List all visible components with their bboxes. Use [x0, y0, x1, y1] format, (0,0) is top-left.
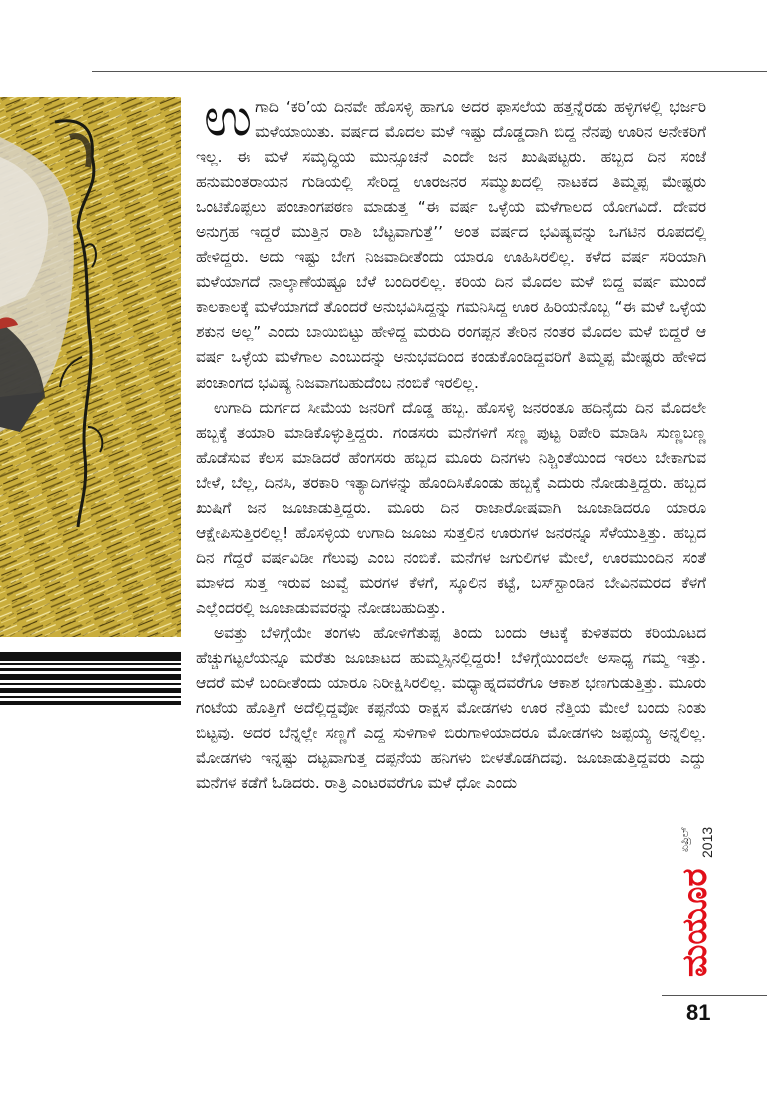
paragraph-3: ಅವತ್ತು ಬೆಳಿಗ್ಗೆಯೇ ತಂಗಳು ಹೋಳಿಗೆತುಪ್ಪ ತಿಂದು ಬಂದು ಆಟಕ್ಕೆ ಕುಳಿತವರು ಕರಿಯೂಟದ ಹೆಚ್ಚುಗಟ್ಟಲೆಯನ್ನೂ ಮರೆತು ಜೂಜಾಟದ ಹುಮ್ಮಸ್ಸಿನಲ್ಲಿದ್ದರು! ಬೆಳಿಗ್ಗೆಯಿಂದಲೇ ಅಸಾಧ್ಯ ಗಮ್ಮ ಇತ್ತು. ಆದರೆ ಮಳೆ ಬಂದೀತೆಂದು ಯಾರೂ ನಿರೀಕ್ಷಿಸಿರಲಿಲ್ಲ. ಮಧ್ಯಾಹ್ನದವರೆಗೂ ಆಕಾಶ ಭಣಗುಡುತ್ತಿತ್ತು. ಮೂರು ಗಂಟೆಯ ಹೊತ್ತಿಗೆ ಅದೆಲ್ಲಿದ್ದವೋ ಕಪ್ಪನೆಯ ರಾಕ್ಷಸ ಮೋಡಗಳು ಊರ ನೆತ್ತಿಯ ಮೇಲೆ ಬಂದು ನಿಂತು ಬಿಟ್ಟವು. ಅದರ ಬೆನ್ನಲ್ಲೇ ಸಣ್ಣಗೆ ಎದ್ದ ಸುಳಿಗಾಳಿ ಬಿರುಗಾಳಿಯಾದರೂ ಮೋಡಗಳು ಜಪ್ಪಯ್ಯ ಅನ್ನಲಿಲ್ಲ. ಮೋಡಗಳು ಇನ್ನಷ್ಟು ದಟ್ಟವಾಗುತ್ತ ದಪ್ಪನೆಯ ಹನಿಗಳು ಬೀಳತೊಡಗಿದವು. ಜೂಜಾಡುತ್ತಿದ್ದವರು ಎದ್ದು ಮನೆಗಳ ಕಡೆಗೆ ಓಡಿದರು. ರಾತ್ರಿ ಎಂಟರವರೆಗೂ ಮಳೆ ಧೋ ಎಂದು — [196, 623, 706, 793]
masthead-year: 2013 — [699, 826, 715, 858]
drop-cap: ಉ — [204, 88, 253, 148]
masthead-year-wrap — [697, 800, 717, 860]
illustration — [0, 97, 181, 717]
page-number: 81 — [686, 1000, 711, 1025]
masthead-title: ಮಯೂರ — [675, 868, 715, 977]
top-rule — [92, 71, 767, 72]
article-body — [196, 88, 706, 796]
paragraph-2: ಉಗಾದಿ ದುರ್ಗದ ಸೀಮೆಯ ಜನರಿಗೆ ದೊಡ್ಡ ಹಬ್ಬ. ಹೊಸಳ್ಳಿ ಜನರಂತೂ ಹದಿನೈದು ದಿನ ಮೊದಲೇ ಹಬ್ಬಕ್ಕೆ ತಯಾರಿ ಮಾಡಿಕೊಳ್ಳುತ್ತಿದ್ದರು. ಗಂಡಸರು ಮನೆಗಳಿಗೆ ಸಣ್ಣ ಪುಟ್ಟ ರಿಪೇರಿ ಮಾಡಿಸಿ ಸುಣ್ಣಬಣ್ಣ ಹೊಡೆಸುವ ಕೆಲಸ ಮಾಡಿದರೆ ಹೆಂಗಸರು ಹಬ್ಬದ ಮೂರು ದಿನಗಳು ನಿಶ್ಚಿಂತೆಯಿಂದ ಇರಲು ಬೇಕಾಗುವ ಬೇಳೆ, ಬೆಲ್ಲ, ದಿನಸಿ, ತರಕಾರಿ ಇತ್ಯಾದಿಗಳನ್ನು ಹೊಂದಿಸಿಕೊಂಡು ಹಬ್ಬಕ್ಕೆ ಎದುರು ನೋಡುತ್ತಿದ್ದರು. ಹಬ್ಬದ ಖುಷಿಗೆ ಜನ ಜೂಜಾಡುತ್ತಿದ್ದರು. ಮೂರು ದಿನ ರಾಜಾರೋಷವಾಗಿ ಜೂಜಾಡಿದರೂ ಯಾರೂ ಆಕ್ಷೇಪಿಸುತ್ತಿರಲಿಲ್ಲ! ಹೊಸಳ್ಳಿಯ ಉಗಾದಿ ಜೂಜು ಸುತ್ತಲಿನ ಊರುಗಳ ಜನರನ್ನೂ ಸೆಳೆಯುತ್ತಿತ್ತು. ಹಬ್ಬದ ದಿನ ಗೆದ್ದರೆ ವರ್ಷವಿಡೀ ಗೆಲುವು ಎಂಬ ನಂಬಿಕೆ. ಮನೆಗಳ ಜಗುಲಿಗಳ ಮೇಲೆ, ಊರಮುಂದಿನ ಸಂತೆ ಮಾಳದ ಸುತ್ತ ಇರುವ ಜುವ್ವೆ ಮರಗಳ ಕೆಳಗೆ, ಸ್ಕೂಲಿನ ಕಟ್ಟೆ, ಬಸ್‌ಸ್ಟಾಂಡಿನ ಬೇವಿನಮರದ ಕೆಳಗೆ ಎಲ್ಲೆಂದರಲ್ಲಿ ಜೂಜಾಡುವವರನ್ನು ನೋಡಬಹುದಿತ್ತು. — [196, 398, 706, 617]
masthead-month: ಏಪ್ರಿಲ್ — [678, 826, 691, 852]
paragraph-1-text: ಗಾದಿ ‘ಕರಿ’ಯ ದಿನವೇ ಹೊಸಳ್ಳಿ ಹಾಗೂ ಅದರ ಫಾಸಲೆಯ ಹತ್ತನ್ನೆರಡು ಹಳ್ಳಿಗಳಲ್ಲಿ ಭರ್ಜರಿ ಮಳೆಯಾಯಿತು. ವರ್ಷದ ಮೊದಲ ಮಳೆ ಇಷ್ಟು ದೊಡ್ಡದಾಗಿ ಬಿದ್ದ ನೆನಪು ಊರಿನ ಅನೇಕರಿಗೆ ಇಲ್ಲ. ಈ ಮಳೆ ಸಮೃದ್ಧಿಯ ಮುನ್ಸೂಚನೆ ಎಂದೇ ಜನ ಖುಷಿಪಟ್ಟರು. ಹಬ್ಬದ ದಿನ ಸಂಜೆ ಹನುಮಂತರಾಯನ ಗುಡಿಯಲ್ಲಿ ಸೇರಿದ್ದ ಊರಜನರ ಸಮ್ಮುಖದಲ್ಲಿ ನಾಟಕದ ತಿಮ್ಮಪ್ಪ ಮೇಷ್ಟರು ಒಂಟಿಕೊಪ್ಪಲು ಪಂಚಾಂಗಪಠಣ ಮಾಡುತ್ತ “ಈ ವರ್ಷ ಒಳ್ಳೆಯ ಮಳೆಗಾಲದ ಯೋಗವಿದೆ. ದೇವರ ಅನುಗ್ರಹ ಇದ್ದರೆ ಮುತ್ತಿನ ರಾಶಿ ಬೆಟ್ಟವಾಗುತ್ತೆ’’ ಅಂತ ವರ್ಷದ ಭವಿಷ್ಯವನ್ನು ಒಗಟಿನ ರೂಪದಲ್ಲಿ ಹೇಳಿದ್ದರು. ಅದು ಇಷ್ಟು ಬೇಗ ನಿಜವಾದೀತೆಂದು ಯಾರೂ ಊಹಿಸಿರಲಿಲ್ಲ. ಕಳೆದ ವರ್ಷ ಸರಿಯಾಗಿ ಮಳೆಯಾಗದೆ ನಾಲ್ಕಾಣೆಯಷ್ಟೂ ಬೆಳೆ ಬಂದಿರಲಿಲ್ಲ. ಕರಿಯ ದಿನ ಮೊದಲ ಮಳೆ ಬಿದ್ದ ವರ್ಷ ಮುಂದೆ ಕಾಲಕಾಲಕ್ಕೆ ಮಳೆಯಾಗದೆ ತೊಂದರೆ ಅನುಭವಿಸಿದ್ದನ್ನು ಗಮನಿಸಿದ್ದ ಊರ ಹಿರಿಯನೊಬ್ಬ “ಈ ಮಳೆ ಒಳ್ಳೆಯ ಶಕುನ ಅಲ್ಲ” ಎಂದು ಬಾಯಿಬಿಟ್ಟು ಹೇಳಿದ್ದ ಮರುದಿ ರಂಗಪ್ಪನ ತೇರಿನ ನಂತರ ಮೊದಲ ಮಳೆ ಬಿದ್ದರೆ ಆ ವರ್ಷ ಒಳ್ಳೆಯ ಮಳೆಗಾಲ ಎಂಬುದನ್ನು ಅನುಭವದಿಂದ ಕಂಡುಕೊಂಡಿದ್ದವರಿಗೆ ತಿಮ್ಮಪ್ಪ ಮೇಷ್ಟರು ಹೇಳಿದ ಪಂಚಾಂಗದ ಭವಿಷ್ಯ ನಿಜವಾಗಬಹುದೆಂಬ ನಂಬಿಕೆ ಇರಲಿಲ್ಲ. — [196, 98, 706, 392]
bottom-rule — [662, 995, 767, 996]
paragraph-1 — [196, 88, 706, 396]
